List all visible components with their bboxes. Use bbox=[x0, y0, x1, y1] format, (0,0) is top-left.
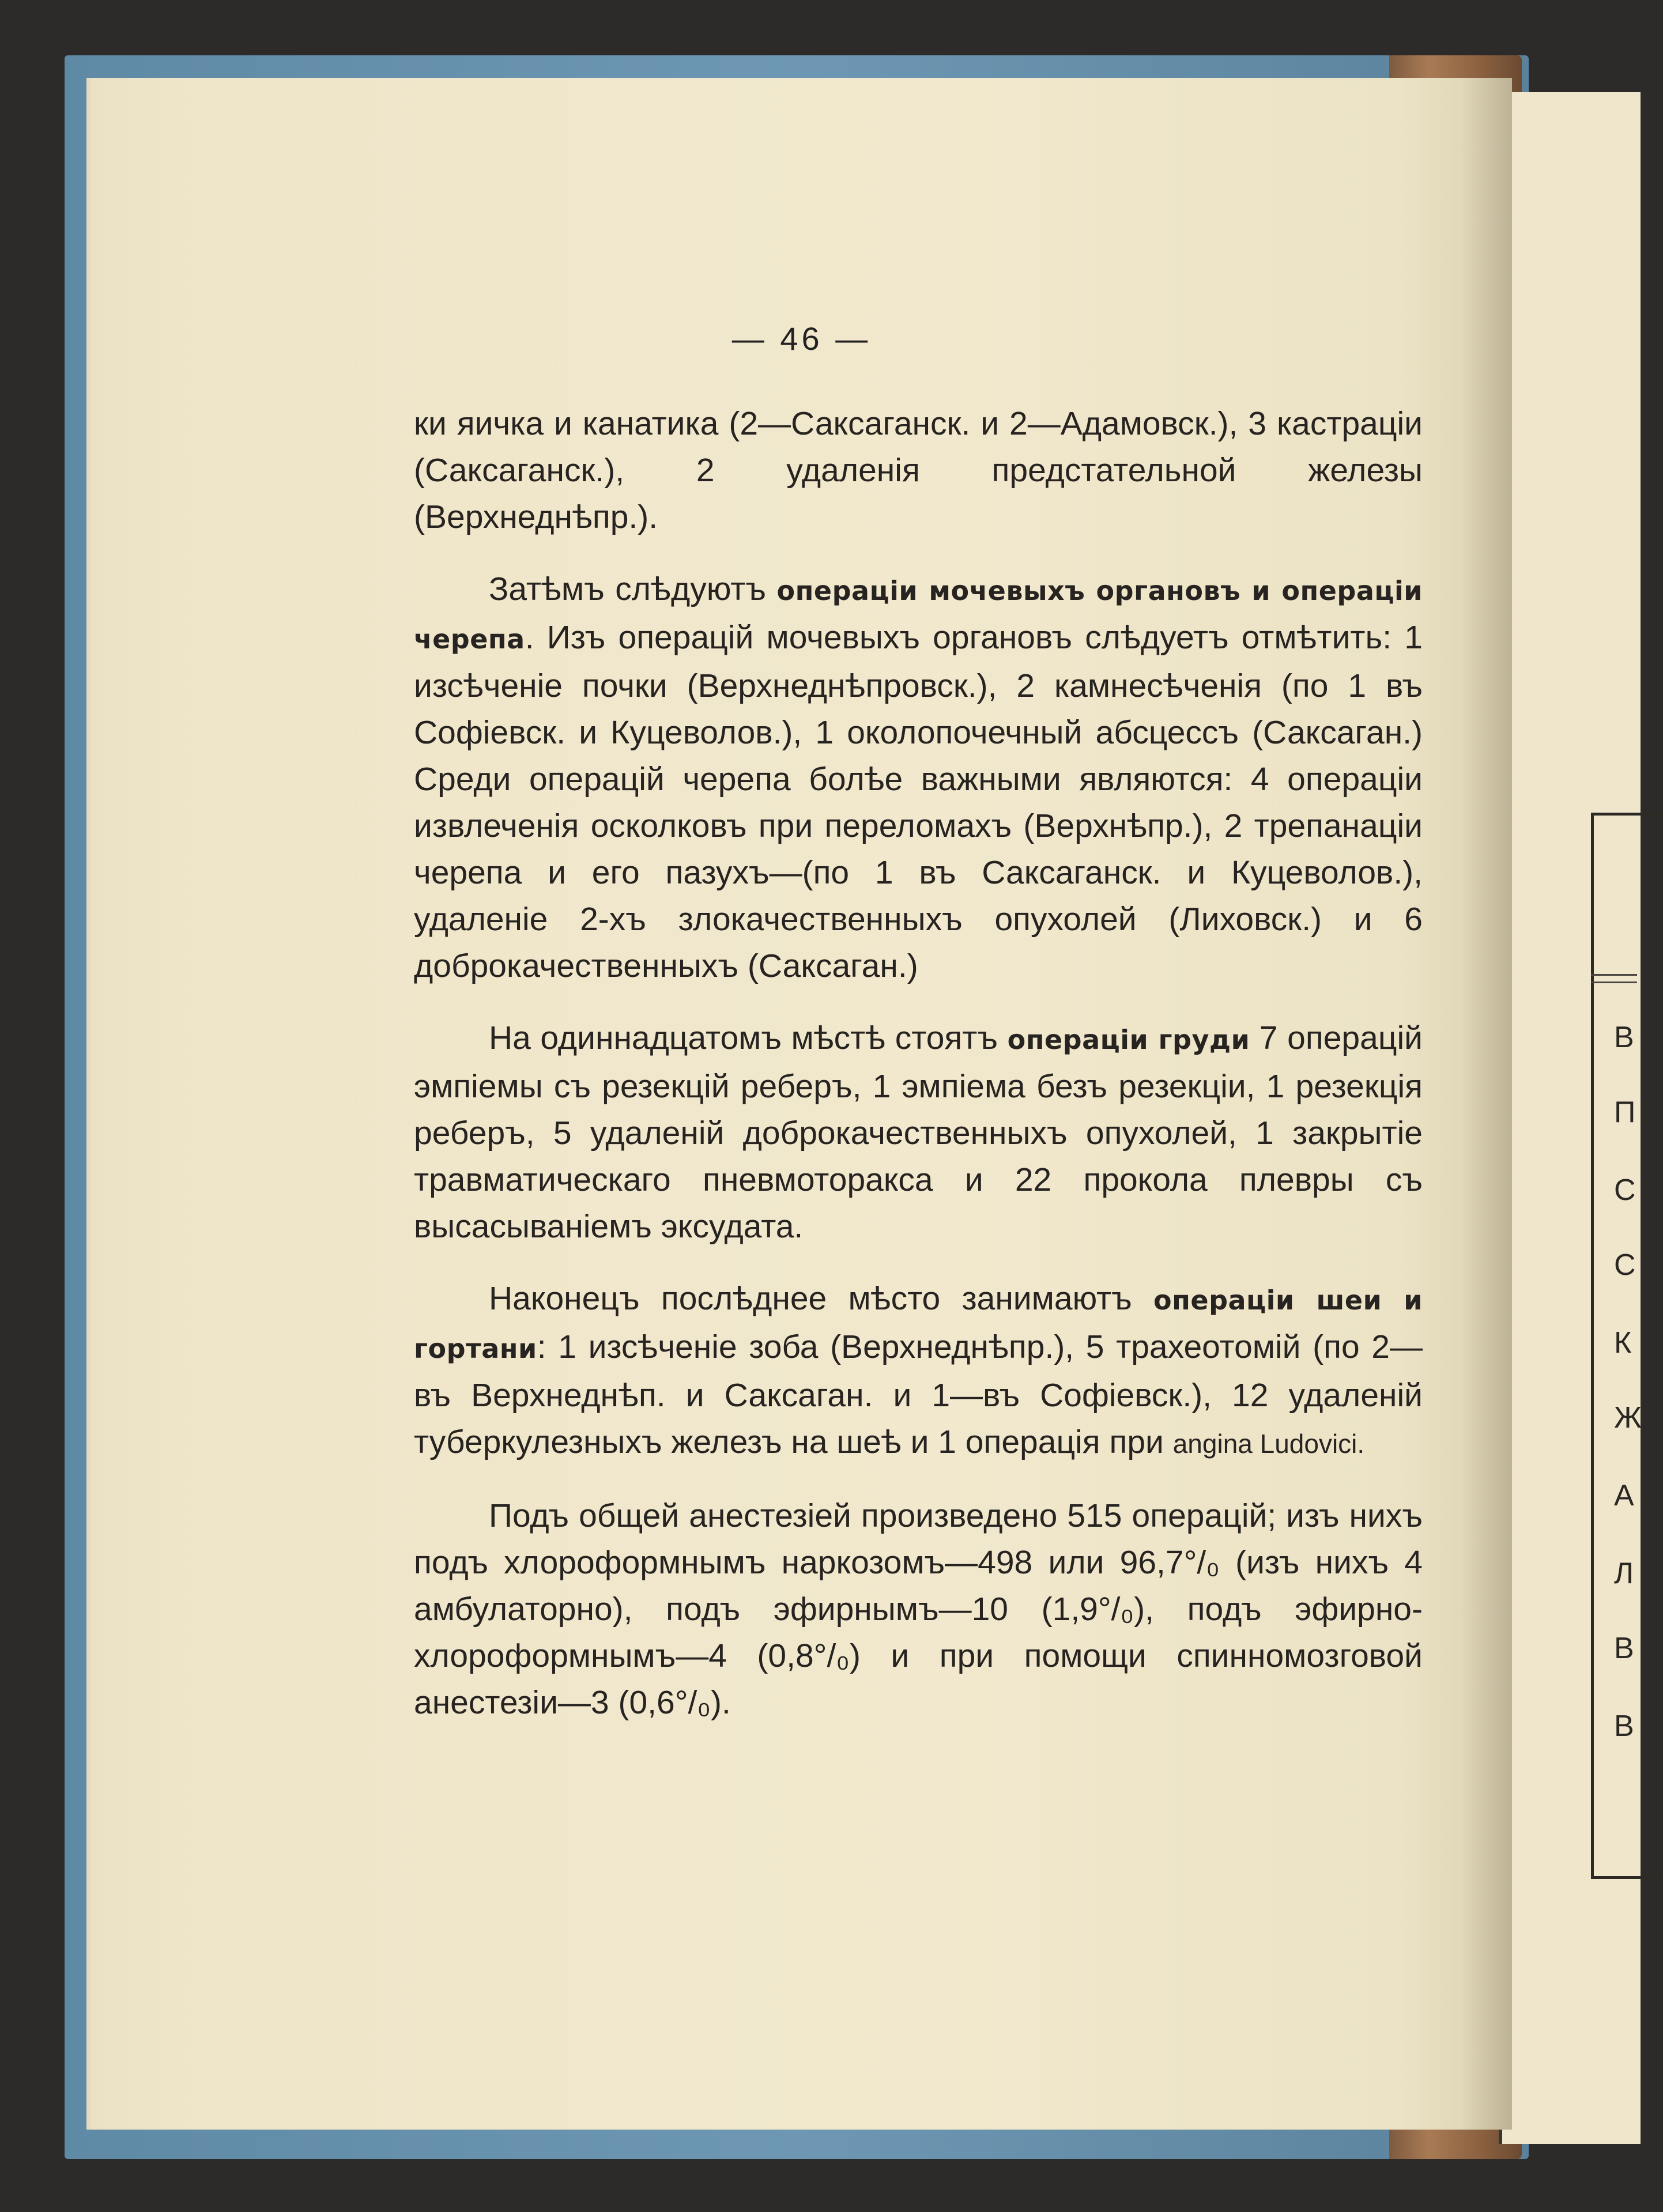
paragraph-4 bbox=[414, 1275, 1423, 1467]
page-body bbox=[414, 401, 1423, 1752]
paragraph-1-text: ки яичка и канатика (2—Саксаганск. и 2—Адамовск.), 3 кастраціи (Саксаганск.), 2 удаленія предстательной железы (Верхнеднѣпр.). bbox=[414, 405, 1423, 535]
adjacent-page-letter: Л bbox=[1614, 1557, 1634, 1590]
paragraph-2-text-a: Затѣмъ слѣдуютъ bbox=[489, 571, 777, 607]
paragraph-3-heading: операціи груди bbox=[1007, 1024, 1250, 1055]
adjacent-page-letter: В bbox=[1614, 1632, 1634, 1665]
paragraph-2-heading: операціи мочевыхъ органовъ и операціи черепа bbox=[414, 575, 1423, 655]
paragraph-4-latin-term: angina Ludovici. bbox=[1172, 1429, 1365, 1459]
paragraph-4-heading: операціи шеи и гортани bbox=[414, 1285, 1423, 1364]
paragraph-3 bbox=[414, 1015, 1423, 1250]
paragraph-2 bbox=[414, 566, 1423, 990]
page-number: — 46 — bbox=[731, 320, 872, 357]
paragraph-3-text-b: 7 операцій эмпіемы съ резекцій реберъ, 1 эмпіема безъ резекціи, 1 резекція реберъ, 5 удаленій доброкачественныхъ опухолей, 1 закрытіе травматическаго пневмоторакса и 22 прокола плевры съ высасываніемъ эксудата. bbox=[414, 1020, 1423, 1245]
adjacent-page-letter: П bbox=[1614, 1096, 1636, 1129]
paragraph-5 bbox=[414, 1493, 1423, 1726]
adjacent-page-letter: А bbox=[1614, 1479, 1634, 1512]
adjacent-page-letter: В bbox=[1614, 1709, 1634, 1743]
adjacent-page-letter: Ж bbox=[1614, 1401, 1642, 1435]
book-page bbox=[86, 78, 1512, 2130]
adjacent-page-letter: С bbox=[1614, 1173, 1636, 1207]
adjacent-page-table-rule bbox=[1591, 974, 1637, 983]
paragraph-3-text-a: На одиннадцатомъ мѣстѣ стоятъ bbox=[489, 1020, 1008, 1056]
paragraph-4-text-b: : 1 изсѣченіе зоба (Верхнеднѣпр.), 5 трахеотомій (по 2—въ Верхнеднѣп. и Саксаган. и 1—въ Софіевск.), 12 удаленій туберкулезныхъ железъ на шеѣ и 1 операція при bbox=[414, 1328, 1423, 1460]
gutter-shadow bbox=[1460, 78, 1512, 2130]
paragraph-1 bbox=[414, 401, 1423, 541]
paragraph-5-text: Подъ общей анестезіей произведено 515 операцій; изъ нихъ подъ хлороформнымъ наркозомъ—498 или 96,7°/₀ (изъ нихъ 4 амбулаторно), подъ эфирнымъ—10 (1,9°/₀), подъ эфирно-хлороформнымъ—4 (0,8°/₀) и при помощи спинномозговой анестезіи—3 (0,6°/₀). bbox=[414, 1497, 1423, 1721]
adjacent-page-letter: К bbox=[1614, 1326, 1632, 1360]
paragraph-2-text-b: . Изъ операцій мочевыхъ органовъ слѣдуетъ отмѣтить: 1 изсѣченіе почки (Верхнеднѣпровск.), 2 камнесѣченія (по 1 въ Софіевск. и Куцеволов.), 1 околопочечный абсцессъ (Саксаган.) Среди операцій черепа болѣе важными являются: 4 операціи извлеченія осколковъ при переломахъ (Верхнѣпр.), 2 трепанаціи черепа и его пазухъ—(по 1 въ Саксаганск. и Куцеволов.), удаленіе 2-хъ злокачественныхъ опухолей (Лиховск.) и 6 доброкачественныхъ (Саксаган.) bbox=[414, 619, 1423, 984]
paragraph-4-text-a: Наконецъ послѣднее мѣсто занимаютъ bbox=[489, 1280, 1153, 1317]
adjacent-page-letter: С bbox=[1614, 1248, 1636, 1282]
adjacent-page-letter: В bbox=[1614, 1021, 1634, 1054]
